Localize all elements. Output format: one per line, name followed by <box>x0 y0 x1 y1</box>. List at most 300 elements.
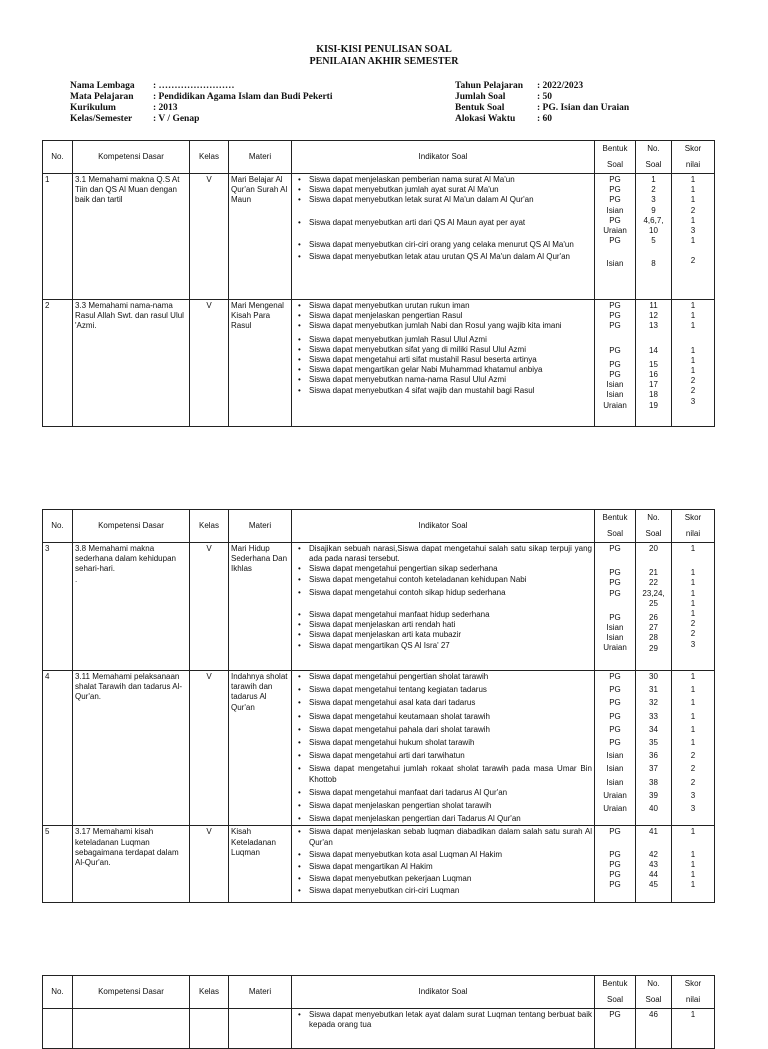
skor-item: 1 <box>690 724 696 734</box>
skor-item: 3 <box>690 639 696 649</box>
skor-item: 1 <box>690 311 696 321</box>
nomor-item: 42 <box>649 849 658 859</box>
indikator-item: • Siswa dapat mengetahui arti dari tarwihatun <box>294 751 592 761</box>
bentuk-item: Uraian <box>603 790 627 800</box>
meta-value: : 50 <box>537 92 553 102</box>
header-bentuk-soal <box>595 141 636 174</box>
header-no: No. <box>43 141 73 174</box>
meta-left <box>70 81 332 125</box>
indikator-item: • Siswa dapat mengetahui hukum sholat tarawih <box>294 738 592 748</box>
indikator-item: • Siswa dapat mengetahui keutamaan sholat tarawih <box>294 712 592 722</box>
header-bentuk-soal <box>595 976 636 1009</box>
skor-item: 1 <box>690 345 696 355</box>
skor-item: 1 <box>690 827 696 837</box>
nomor-item: 31 <box>649 685 658 695</box>
skor-nilai <box>672 671 715 826</box>
nomor-item: 20 <box>649 544 658 553</box>
kisi-table-1 <box>42 140 715 427</box>
nomor-item <box>638 838 669 848</box>
header-indikator-soal: Indikator Soal <box>292 510 595 543</box>
indikator-item: • Siswa dapat mengetahui manfaat dari tadarus Al Qur'an <box>294 788 592 798</box>
header-no: No. <box>43 976 73 1009</box>
skor-item: 1 <box>690 685 696 695</box>
bentuk-item: Isian <box>606 764 624 774</box>
bentuk-item: Isian <box>606 205 624 215</box>
header-line: Skor <box>684 979 702 988</box>
table-row <box>43 300 715 427</box>
meta-row <box>455 92 629 103</box>
nomor-item: 44 <box>649 870 658 880</box>
kelas: V <box>190 300 229 427</box>
skor-item: 3 <box>690 804 696 814</box>
indikator-soal <box>292 174 595 300</box>
meta-value: : 60 <box>537 114 553 124</box>
header-line: Soal <box>606 995 623 1004</box>
indikator-item: • Siswa dapat mengetahui contoh sikap hidup sederhana <box>294 588 592 598</box>
bentuk-soal <box>595 174 636 300</box>
skor-item: 1 <box>690 870 696 880</box>
meta-key: Mata Pelajaran <box>70 92 134 102</box>
indikator-item: • Siswa dapat mengartikan gelar Nabi Muhammad khatamul anbiya <box>294 365 592 375</box>
bentuk-item: PG <box>609 711 621 721</box>
skor-item: 1 <box>690 544 696 553</box>
kompetensi-dasar: 3.3 Memahami nama-nama Rasul Allah Swt. dan rasul Ulul 'Azmi. <box>73 300 190 427</box>
kelas: V <box>190 543 229 671</box>
bentuk-item: PG <box>609 195 621 205</box>
header-line: Soal <box>606 529 623 538</box>
nomor-item: 14 <box>649 345 658 355</box>
kompetensi-extra: . <box>75 574 78 584</box>
nomor-item: 46 <box>649 1010 658 1019</box>
bentuk-item: PG <box>609 672 621 681</box>
kisi-table-2 <box>42 509 715 903</box>
table-row <box>43 826 715 903</box>
indikator-item: • Siswa dapat menyebutkan ciri-ciri orang yang celaka menurut QS Al Ma'un <box>294 240 592 250</box>
meta-key: Bentuk Soal <box>455 103 505 113</box>
header-line: nilai <box>685 529 701 538</box>
indikator-item: • Siswa dapat menyebutkan letak ayat dalam surat Luqman tentang berbuat baik kepada orang tua <box>294 1010 592 1030</box>
header-line: No. <box>647 979 660 988</box>
nomor-item: 36 <box>649 751 658 761</box>
indikator-item: • Siswa dapat mengartikan Al Hakim <box>294 862 592 872</box>
indikator-soal <box>292 671 595 826</box>
header-line: Bentuk <box>602 979 628 988</box>
skor-item <box>674 246 712 256</box>
skor-item: 1 <box>690 880 696 890</box>
skor-item: 2 <box>690 376 696 386</box>
bentuk-item: Isian <box>606 751 624 761</box>
table-row <box>43 671 715 826</box>
meta-key: Nama Lembaga <box>70 81 135 91</box>
indikator-item: • Siswa dapat menyebutkan urutan rukun iman <box>294 301 592 311</box>
title-line-2: PENILAIAN AKHIR SEMESTER <box>309 56 459 67</box>
header-kompetensi-dasar: Kompetensi Dasar <box>73 141 190 174</box>
bentuk-soal <box>595 300 636 427</box>
bentuk-item: PG <box>609 215 621 225</box>
nomor-item: 16 <box>649 370 658 380</box>
nomor-item: 39 <box>649 790 658 800</box>
bentuk-item: PG <box>609 301 621 310</box>
nomor-item: 9 <box>651 205 656 215</box>
bentuk-item: PG <box>609 311 621 321</box>
header-kelas: Kelas <box>190 976 229 1009</box>
bentuk-item: PG <box>609 185 621 195</box>
skor-item: 1 <box>690 598 696 608</box>
indikator-item: • Siswa dapat mengetahui contoh keteladanan kehidupan Nabi <box>294 575 592 585</box>
bentuk-item: PG <box>609 612 621 622</box>
skor-item: 3 <box>690 790 696 800</box>
nomor-item: 18 <box>649 390 658 400</box>
nomor-soal <box>636 671 672 826</box>
row-number: 5 <box>43 826 73 903</box>
meta-key: Tahun Pelajaran <box>455 81 524 91</box>
indikator-item: • Siswa dapat menjelaskan pengertian Rasul <box>294 311 592 321</box>
nomor-item: 19 <box>649 400 658 410</box>
indikator-soal <box>292 300 595 427</box>
header-no: No. <box>43 510 73 543</box>
header-materi: Materi <box>229 141 292 174</box>
header-no-soal <box>636 510 672 543</box>
meta-row <box>455 114 629 125</box>
bentuk-soal <box>595 671 636 826</box>
bentuk-item: PG <box>609 738 621 748</box>
table-row <box>43 1009 715 1049</box>
skor-item: 2 <box>690 751 696 761</box>
indikator-item: • Siswa dapat mengetahui pengertian sholat tarawih <box>294 672 592 682</box>
header-indikator-soal: Indikator Soal <box>292 976 595 1009</box>
indikator-item: • Siswa dapat menjelaskan arti kata mubazir <box>294 630 592 640</box>
header-no-soal <box>636 141 672 174</box>
bentuk-item: PG <box>609 236 621 246</box>
skor-item: 1 <box>690 195 696 205</box>
row-number: 1 <box>43 174 73 300</box>
skor-item: 1 <box>690 711 696 721</box>
header-skor-nilai <box>672 141 715 174</box>
bentuk-item: Uraian <box>603 226 627 236</box>
nomor-item: 26 <box>649 613 658 623</box>
skor-item: 1 <box>690 672 696 681</box>
meta-value: : …………………… <box>153 81 235 91</box>
bentuk-item: PG <box>609 1010 621 1019</box>
skor-nilai <box>672 543 715 671</box>
nomor-soal <box>636 174 672 300</box>
meta-row <box>70 103 332 114</box>
indikator-item: • Siswa dapat menyebutkan jumlah Rasul Ulul Azmi <box>294 335 592 345</box>
bentuk-item: PG <box>609 175 621 184</box>
indikator-item: • Siswa dapat mengetahui pengertian sikap sederhana <box>294 564 592 574</box>
nomor-item: 8 <box>651 259 656 269</box>
indikator-item: • Siswa dapat mengartikan QS Al Isra' 27 <box>294 641 592 651</box>
nomor-item: 2 <box>651 185 656 195</box>
meta-key: Kelas/Semester <box>70 114 133 124</box>
nomor-item: 1 <box>651 175 656 184</box>
indikator-item: • Siswa dapat menyebutkan jumlah ayat surat Al Ma'un <box>294 185 592 195</box>
nomor-item: 40 <box>649 804 658 814</box>
header-kelas: Kelas <box>190 510 229 543</box>
bentuk-item: PG <box>609 568 621 578</box>
bentuk-item <box>597 838 633 848</box>
skor-item: 2 <box>690 205 696 215</box>
nomor-soal <box>636 543 672 671</box>
kompetensi-dasar <box>73 1009 190 1049</box>
indikator-item: • Siswa dapat menyebutkan arti dari QS Al Maun ayat per ayat <box>294 218 592 228</box>
materi: Mari Mengenal Kisah Para Rasul <box>229 300 292 427</box>
table-header-row <box>43 976 715 1009</box>
kompetensi-dasar <box>73 543 190 671</box>
kelas: V <box>190 671 229 826</box>
header-line: nilai <box>685 160 701 169</box>
indikator-item: • Siswa dapat mengetahui asal kata dari tadarus <box>294 698 592 708</box>
nomor-item: 30 <box>649 672 658 681</box>
skor-nilai <box>672 1009 715 1049</box>
nomor-item: 35 <box>649 738 658 748</box>
skor-item: 1 <box>690 1010 696 1019</box>
bentuk-item: PG <box>609 859 621 869</box>
indikator-item: • Siswa dapat mengetahui arti sifat mustahil Rasul beserta artinya <box>294 355 592 365</box>
nomor-item: 3 <box>651 195 656 205</box>
indikator-item: • Disajikan sebuah narasi,Siswa dapat mengetahui salah satu sikap terpuji yang ada pada narasi tersebut. <box>294 544 592 564</box>
indikator-item: • Siswa dapat menyebutkan kota asal Luqman Al Hakim <box>294 850 592 860</box>
nomor-item: 45 <box>649 880 658 890</box>
table-row <box>43 174 715 300</box>
skor-item: 1 <box>690 738 696 748</box>
indikator-item: • Siswa dapat menyebutkan 4 sifat wajib dan mustahil bagi Rasul <box>294 386 592 396</box>
skor-nilai <box>672 826 715 903</box>
nomor-item: 5 <box>651 236 656 246</box>
skor-item: 2 <box>690 777 696 787</box>
header-bentuk-soal <box>595 510 636 543</box>
header-kompetensi-dasar: Kompetensi Dasar <box>73 976 190 1009</box>
bentuk-item: PG <box>609 880 621 890</box>
bentuk-item: PG <box>609 544 621 553</box>
indikator-item: • Siswa dapat mengetahui jumlah rokaat sholat tarawih pada masa Umar Bin Khottob <box>294 764 592 784</box>
meta-value: : PG. Isian dan Uraian <box>537 103 630 113</box>
indikator-item: • Siswa dapat menyebutkan nama-nama Rasul Ulul Azmi <box>294 375 592 385</box>
nomor-item: 32 <box>649 698 658 708</box>
nomor-item: 15 <box>649 359 658 369</box>
materi: Indahnya sholat tarawih dan tadarus Al Qur'an <box>229 671 292 826</box>
indikator-soal <box>292 543 595 671</box>
header-kelas: Kelas <box>190 141 229 174</box>
nomor-item: 23,24, 25 <box>642 588 665 608</box>
header-line: Bentuk <box>602 513 628 522</box>
skor-item: 2 <box>690 256 696 266</box>
header-indikator-soal: Indikator Soal <box>292 141 595 174</box>
bentuk-item <box>597 246 633 256</box>
indikator-item: • Siswa dapat menyebutkan pekerjaan Luqman <box>294 874 592 884</box>
bentuk-item: PG <box>609 685 621 695</box>
nomor-item: 13 <box>649 321 658 331</box>
indikator-item: • Siswa dapat menjelaskan sebab luqman diabadikan dalam salah satu surah Al Qur'an <box>294 827 592 847</box>
skor-item: 1 <box>690 355 696 365</box>
kompetensi-dasar: 3.11 Memahami pelaksanaan shalat Tarawih dan tadarus Al-Qur'an. <box>73 671 190 826</box>
bentuk-item: Isian <box>606 623 624 633</box>
meta-value: : 2013 <box>153 103 178 113</box>
row-number: 2 <box>43 300 73 427</box>
nomor-soal <box>636 300 672 427</box>
nomor-item: 17 <box>649 380 658 390</box>
header-line: Bentuk <box>602 144 628 153</box>
bentuk-item: Isian <box>606 380 624 390</box>
bentuk-soal <box>595 826 636 903</box>
header-line: Soal <box>645 995 662 1004</box>
header-line: No. <box>647 144 660 153</box>
header-line: Soal <box>645 529 662 538</box>
meta-right <box>455 81 629 125</box>
meta-row <box>70 81 332 92</box>
nomor-item: 29 <box>649 643 658 653</box>
nomor-item: 4,6,7, <box>643 215 664 225</box>
table-header-row <box>43 141 715 174</box>
header-line: Soal <box>645 160 662 169</box>
bentuk-item: Isian <box>606 777 624 787</box>
header-no-soal <box>636 976 672 1009</box>
bentuk-item: PG <box>609 578 621 588</box>
indikator-item: • Siswa dapat menyebutkan letak atau urutan QS Al Ma'un dalam Al Qur'an <box>294 252 592 262</box>
materi: Mari Belajar Al Qur'an Surah Al Maun <box>229 174 292 300</box>
indikator-item: • Siswa dapat menyebutkan jumlah Nabi dan Rosul yang wajib kita imani <box>294 321 592 331</box>
nomor-item <box>638 246 669 256</box>
skor-item: 2 <box>690 629 696 639</box>
kompetensi-dasar: 3.17 Memahami kisah keteladanan Luqman sebagaimana terdapat dalam Al-Qur'an. <box>73 826 190 903</box>
materi: Kisah Keteladanan Luqman <box>229 826 292 903</box>
nomor-item: 10 <box>649 226 658 236</box>
meta-row <box>455 81 629 92</box>
indikator-item: • Siswa dapat mengetahui tentang kegiatan tadarus <box>294 685 592 695</box>
kelas: V <box>190 174 229 300</box>
nomor-item: 38 <box>649 777 658 787</box>
bentuk-item: PG <box>609 870 621 880</box>
header-line: Skor <box>684 144 702 153</box>
table-row <box>43 543 715 671</box>
kisi-table-3 <box>42 975 715 1049</box>
table-header-row <box>43 510 715 543</box>
nomor-soal <box>636 826 672 903</box>
bentuk-item: PG <box>609 370 621 380</box>
indikator-item: • Siswa dapat menjelaskan arti rendah hati <box>294 620 592 630</box>
indikator-soal <box>292 1009 595 1049</box>
bentuk-item: Isian <box>606 390 624 400</box>
nomor-item: 22 <box>649 578 658 588</box>
skor-item: 1 <box>690 609 696 619</box>
skor-item: 1 <box>690 366 696 376</box>
nomor-item: 11 <box>649 301 658 310</box>
skor-item: 1 <box>690 215 696 225</box>
nomor-item: 43 <box>649 859 658 869</box>
bentuk-item: Uraian <box>603 643 627 653</box>
nomor-item: 27 <box>649 623 658 633</box>
skor-nilai <box>672 174 715 300</box>
meta-value: : 2022/2023 <box>537 81 584 91</box>
bentuk-item: Uraian <box>603 804 627 814</box>
kelas: V <box>190 826 229 903</box>
skor-item: 1 <box>690 588 696 598</box>
skor-item: 1 <box>690 185 696 195</box>
nomor-item: 34 <box>649 724 658 734</box>
nomor-item: 28 <box>649 633 658 643</box>
meta-key: Jumlah Soal <box>455 92 506 102</box>
skor-item: 1 <box>690 175 696 184</box>
skor-item: 2 <box>690 764 696 774</box>
indikator-item: • Siswa dapat mengetahui manfaat hidup sederhana <box>294 610 592 620</box>
indikator-item: • Siswa dapat menjelaskan pengertian dari Tadarus Al Qur'an <box>294 814 592 824</box>
meta-key: Alokasi Waktu <box>455 114 516 124</box>
skor-nilai <box>672 300 715 427</box>
indikator-soal <box>292 826 595 903</box>
row-number <box>43 1009 73 1049</box>
title-line-1: KISI-KISI PENULISAN SOAL <box>316 44 452 55</box>
header-line: Skor <box>684 513 702 522</box>
skor-item: 2 <box>690 619 696 629</box>
kompetensi-dasar: 3.1 Memahami makna Q.S At Tiin dan QS Al Muan dengan baik dan tartil <box>73 174 190 300</box>
skor-item: 1 <box>690 859 696 869</box>
bentuk-item: PG <box>609 345 621 355</box>
header-line: nilai <box>685 995 701 1004</box>
kompetensi-text: 3.8 Memahami makna sederhana dalam kehidupan sehari-hari. <box>75 544 176 574</box>
skor-item: 1 <box>690 301 696 310</box>
bentuk-item: PG <box>609 588 621 598</box>
skor-item: 1 <box>690 321 696 331</box>
header-materi: Materi <box>229 976 292 1009</box>
skor-item: 3 <box>690 226 696 236</box>
skor-item: 2 <box>690 386 696 396</box>
bentuk-item: PG <box>609 849 621 859</box>
bentuk-soal <box>595 1009 636 1049</box>
meta-row <box>70 92 332 103</box>
bentuk-item: Isian <box>606 633 624 643</box>
nomor-item: 37 <box>649 764 658 774</box>
skor-item: 3 <box>690 396 696 406</box>
bentuk-item: PG <box>609 724 621 734</box>
header-materi: Materi <box>229 510 292 543</box>
indikator-item: • Siswa dapat menyebutkan sifat yang di miliki Rasul Ulul Azmi <box>294 345 592 355</box>
bentuk-item: Isian <box>606 259 624 269</box>
header-kompetensi-dasar: Kompetensi Dasar <box>73 510 190 543</box>
skor-item: 1 <box>690 236 696 246</box>
bentuk-item: PG <box>609 827 621 837</box>
bentuk-item: PG <box>609 698 621 708</box>
header-skor-nilai <box>672 976 715 1009</box>
row-number: 3 <box>43 543 73 671</box>
indikator-item: • Siswa dapat menyebutkan letak surat Al Ma'un dalam Al Qur'an <box>294 195 592 205</box>
meta-value: : Pendidikan Agama Islam dan Budi Pekerti <box>153 92 333 102</box>
materi <box>229 1009 292 1049</box>
nomor-soal <box>636 1009 672 1049</box>
skor-item: 1 <box>690 578 696 588</box>
nomor-item: 21 <box>649 568 658 578</box>
meta-key: Kurikulum <box>70 103 116 113</box>
bentuk-item: PG <box>609 359 621 369</box>
row-number: 4 <box>43 671 73 826</box>
skor-item: 1 <box>690 849 696 859</box>
indikator-item: • Siswa dapat menjelaskan pemberian nama surat Al Ma'un <box>294 175 592 185</box>
bentuk-item: Uraian <box>603 400 627 410</box>
meta-row <box>455 103 629 114</box>
nomor-item: 33 <box>649 711 658 721</box>
bentuk-item: PG <box>609 321 621 331</box>
bentuk-soal <box>595 543 636 671</box>
indikator-item: • Siswa dapat menyebutkan ciri-ciri Luqman <box>294 886 592 896</box>
header-line: Soal <box>606 160 623 169</box>
skor-item: 1 <box>690 698 696 708</box>
nomor-item: 12 <box>649 311 658 321</box>
indikator-item: • Siswa dapat mengetahui pahala dari sholat tarawih <box>294 725 592 735</box>
materi: Mari Hidup Sederhana Dan Ikhlas <box>229 543 292 671</box>
nomor-item: 41 <box>649 827 658 837</box>
indikator-item: • Siswa dapat menjelaskan pengertian sholat tarawih <box>294 801 592 811</box>
kelas <box>190 1009 229 1049</box>
header-line: No. <box>647 513 660 522</box>
